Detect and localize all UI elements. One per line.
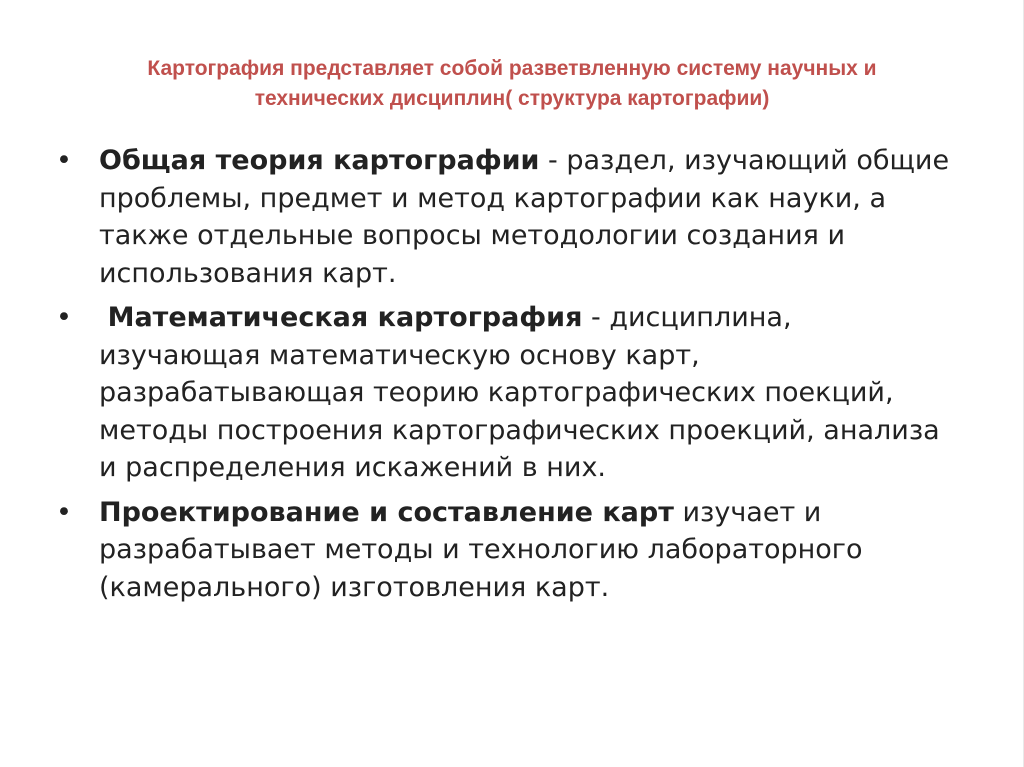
slide-title xyxy=(90,54,934,114)
bullet-text: - дисциплина, изучающая математическую основу карт, разрабатывающая теорию картографических поекций, методы построения картографических проекций, анализа и распределения искажений в них. xyxy=(99,302,940,483)
bullet-list xyxy=(56,142,956,613)
bullet-term: Проектирование и составление карт xyxy=(99,496,674,528)
slide-title-line-2: технических дисциплин( структура картографии) xyxy=(254,87,770,110)
bullet-icon: • xyxy=(56,496,72,528)
bullet-text: изучает и разрабатывает методы и технологию лабораторного (камерального) изготовления карт. xyxy=(99,496,863,603)
bullet-item-mathematical-cartography xyxy=(56,299,956,487)
slide-title-line-1: Картография представляет собой разветвленную систему научных и xyxy=(147,57,877,80)
bullet-item-map-design xyxy=(56,494,956,607)
bullet-icon: • xyxy=(56,302,72,333)
bullet-icon: • xyxy=(56,145,72,176)
bullet-text: - раздел, изучающий общие проблемы, предмет и метод картографии как науки, а также отдельные вопросы методологии создания и использования карт. xyxy=(99,145,950,289)
bullet-item-general-theory xyxy=(56,142,956,292)
bullet-term: Математическая картография xyxy=(107,302,583,333)
bullet-term: Общая теория картографии xyxy=(99,145,540,176)
